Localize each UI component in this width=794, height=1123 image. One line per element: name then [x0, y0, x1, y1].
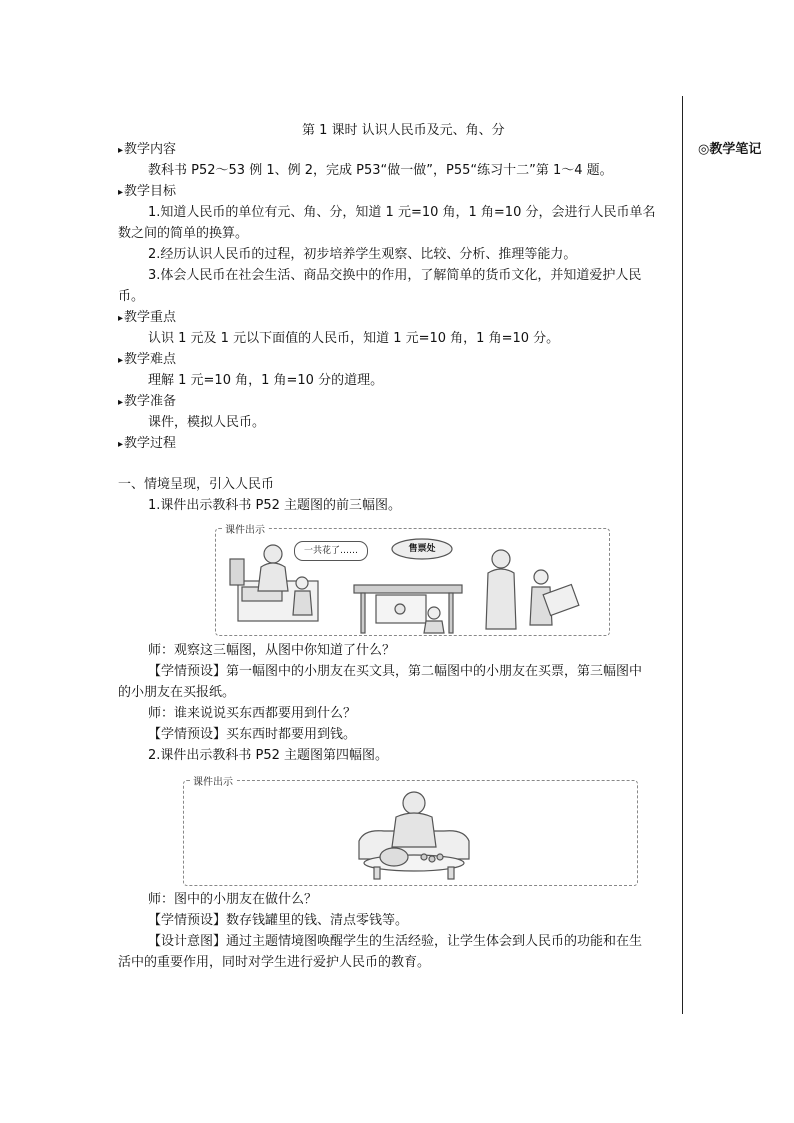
goal-3-line-2: 币。 — [118, 289, 145, 304]
lesson-title: 第 1 课时 认识人民币及元、角、分 — [302, 123, 505, 138]
courseware-tag-2: 课件出示 — [190, 773, 236, 788]
answer-2: 【学情预设】买东西时都要用到钱。 — [148, 727, 357, 742]
difficulty-text: 理解 1 元=10 角，1 角=10 分的道理。 — [148, 373, 384, 388]
prep-text: 课件，模拟人民币。 — [148, 415, 266, 430]
section-heading-key: ▸ 教学重点 — [118, 307, 176, 329]
step-2: 2.课件出示教科书 P52 主题图第四幅图。 — [148, 748, 389, 763]
key-text: 认识 1 元及 1 元以下面值的人民币，知道 1 元=10 角，1 角=10 分。 — [148, 331, 560, 346]
design-intent-line-2: 活中的重要作用，同时对学生进行爱护人民币的教育。 — [118, 955, 431, 970]
courseware-box-1 — [215, 528, 610, 636]
margin-divider — [682, 96, 683, 1014]
content-text: 教科书 P52～53 例 1、例 2，完成 P53“做一做”，P55“练习十二”第 1～4 题。 — [148, 163, 613, 178]
goal-1-line-1: 1.知道人民币的单位有元、角、分，知道 1 元=10 角，1 角=10 分，会进行人民币单名 — [148, 205, 656, 220]
step-1: 1.课件出示教科书 P52 主题图的前三幅图。 — [148, 498, 402, 513]
goal-2: 2.经历认识人民币的过程，初步培养学生观察、比较、分析、推理等能力。 — [148, 247, 577, 262]
teacher-question-2: 师：谁来说说买东西都要用到什么？ — [148, 706, 357, 721]
speech-bubble: 一共花了…… — [294, 541, 368, 561]
ticket-office-sign: 售票处 — [408, 544, 436, 554]
section-heading-process: ▸ 教学过程 — [118, 433, 176, 455]
goal-1-line-2: 数之间的简单的换算。 — [118, 226, 249, 241]
section-heading-content: ▸ 教学内容 — [118, 139, 176, 161]
section-heading-prep: ▸ 教学准备 — [118, 391, 176, 413]
goal-3-line-1: 3.体会人民币在社会生活、商品交换中的作用，了解简单的货币文化，并知道爱护人民 — [148, 268, 642, 283]
courseware-tag-1: 课件出示 — [222, 521, 268, 536]
courseware-box-2 — [183, 780, 638, 886]
part-1-heading: 一、情境呈现，引入人民币 — [118, 477, 275, 492]
teaching-notes-label: ◎教学笔记 — [698, 142, 762, 157]
design-intent-line-1: 【设计意图】通过主题情境图唤醒学生的生活经验，让学生体会到人民币的功能和在生 — [148, 934, 643, 949]
teacher-question-3: 师：图中的小朋友在做什么？ — [148, 892, 318, 907]
section-heading-goals: ▸ 教学目标 — [118, 181, 176, 203]
child-counting-money-illustration — [184, 781, 637, 885]
answer-1-line-2: 的小朋友在买报纸。 — [118, 685, 236, 700]
teacher-question-1: 师：观察这三幅图，从图中你知道了什么？ — [148, 643, 396, 658]
section-heading-difficulty: ▸ 教学难点 — [118, 349, 176, 371]
answer-3: 【学情预设】数存钱罐里的钱、清点零钱等。 — [148, 913, 409, 928]
answer-1-line-1: 【学情预设】第一幅图中的小朋友在买文具，第二幅图中的小朋友在买票，第三幅图中 — [148, 664, 643, 679]
